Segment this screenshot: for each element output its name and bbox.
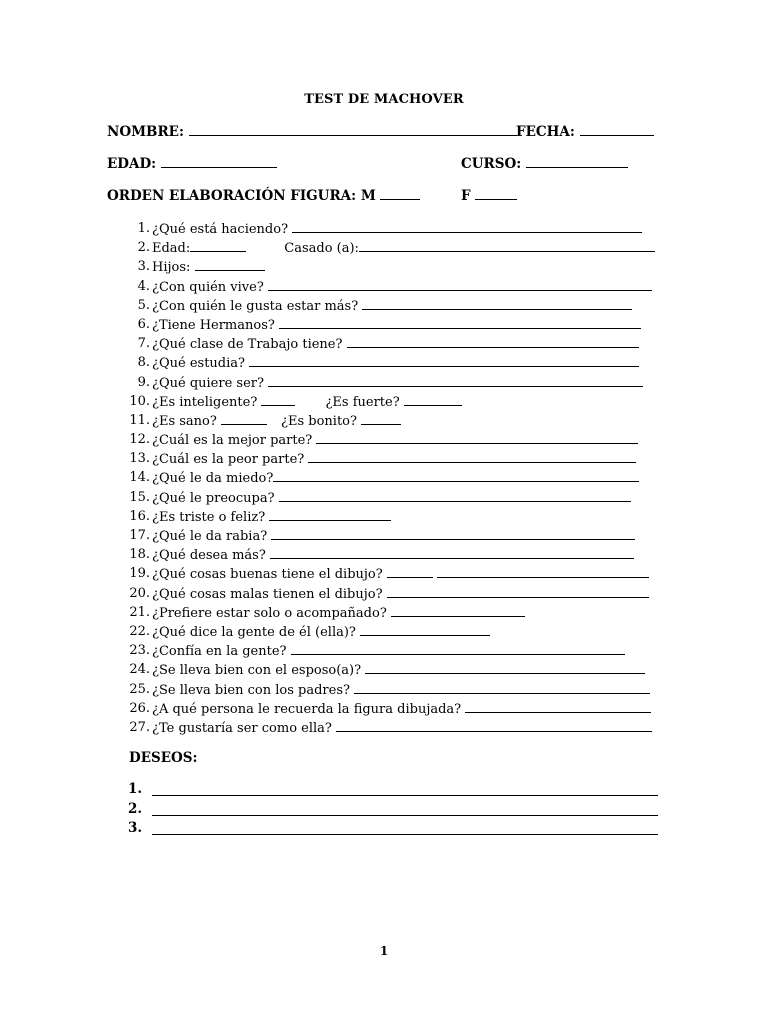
page-number: 1: [379, 944, 389, 958]
document-title: TEST DE MACHOVER: [304, 92, 464, 107]
question-20: [128, 584, 668, 603]
question-number: 26.: [129, 700, 150, 716]
answer-line[interactable]: [291, 641, 625, 655]
question-extra-text: Casado (a):: [284, 241, 359, 257]
question-text: ¿Cuál es la peor parte?: [152, 452, 305, 468]
question-number: 3.: [137, 259, 150, 275]
answer-line[interactable]: [273, 468, 639, 482]
curso-row: [461, 156, 628, 172]
question-number: 9.: [137, 374, 150, 390]
question-9: [128, 373, 668, 392]
answer-line[interactable]: [404, 392, 462, 406]
fecha-field[interactable]: [580, 124, 654, 136]
question-number: 25.: [129, 681, 150, 697]
question-text: ¿Es inteligente?: [152, 394, 258, 410]
question-text: ¿Confía en la gente?: [152, 644, 287, 660]
answer-line[interactable]: [268, 277, 652, 291]
curso-field[interactable]: [526, 156, 628, 168]
question-5: [128, 296, 668, 315]
question-24: [128, 660, 668, 679]
answer-line[interactable]: [316, 430, 638, 444]
answer-line[interactable]: [437, 564, 649, 578]
question-4: [128, 277, 668, 296]
question-7: [128, 334, 668, 353]
question-number: 27.: [129, 719, 150, 735]
question-text: ¿Qué quiere ser?: [152, 375, 264, 391]
fecha-label: FECHA:: [516, 124, 575, 140]
deseo-number: 3.: [128, 820, 143, 836]
question-text: Hijos:: [152, 260, 191, 276]
edad-label: EDAD:: [107, 156, 157, 172]
question-27: [128, 718, 668, 737]
question-6: [128, 315, 668, 334]
orden-label: ORDEN ELABORACIÓN FIGURA:: [107, 188, 357, 204]
answer-line[interactable]: [336, 718, 652, 732]
answer-line[interactable]: [387, 584, 649, 598]
question-18: [128, 545, 668, 564]
answer-line[interactable]: [365, 660, 645, 674]
question-text: ¿Qué cosas malas tienen el dibujo?: [152, 586, 383, 602]
deseos-heading: DESEOS:: [129, 750, 198, 766]
question-number: 10.: [129, 393, 150, 409]
question-text: ¿Tiene Hermanos?: [152, 317, 275, 333]
question-16: [128, 507, 668, 526]
question-text: ¿Te gustaría ser como ella?: [152, 720, 332, 736]
question-number: 5.: [137, 297, 150, 313]
question-text: Edad:: [152, 241, 191, 257]
answer-line[interactable]: [387, 564, 433, 578]
question-text: ¿Qué le da miedo?: [152, 471, 274, 487]
f-label: F: [461, 188, 471, 204]
question-text: ¿Qué clase de Trabajo tiene?: [152, 337, 343, 353]
question-number: 17.: [129, 528, 150, 543]
question-text: ¿Qué le preocupa?: [152, 490, 275, 506]
answer-line[interactable]: [359, 238, 655, 252]
question-15: [128, 488, 668, 507]
m-label: M: [360, 188, 376, 204]
answer-line[interactable]: [221, 411, 267, 425]
question-number: 23.: [129, 643, 150, 659]
question-text: ¿Se lleva bien con el esposo(a)?: [152, 663, 362, 679]
question-text: ¿Qué está haciendo?: [152, 222, 289, 237]
answer-line[interactable]: [269, 507, 391, 521]
answer-line[interactable]: [190, 238, 246, 252]
curso-label: CURSO:: [461, 156, 522, 172]
edad-field[interactable]: [161, 156, 277, 168]
question-number: 13.: [129, 451, 150, 467]
question-number: 20.: [129, 585, 150, 601]
answer-line[interactable]: [270, 545, 634, 559]
fecha-row: [516, 124, 654, 140]
answer-line[interactable]: [391, 603, 525, 617]
answer-line[interactable]: [271, 526, 635, 540]
question-19: [128, 564, 668, 583]
question-extra-text: ¿Es bonito?: [281, 413, 357, 429]
answer-line[interactable]: [279, 315, 641, 329]
nombre-label: NOMBRE:: [107, 124, 184, 140]
deseo-line-3: [128, 819, 658, 838]
question-text: ¿Es sano?: [152, 413, 217, 429]
question-14: [128, 468, 668, 487]
question-3: [128, 257, 668, 276]
question-text: ¿Con quién vive?: [152, 279, 264, 295]
question-number: 4.: [137, 278, 150, 294]
question-text: ¿Se lleva bien con los padres?: [152, 682, 350, 698]
deseo-number: 2.: [128, 801, 143, 817]
question-2: [128, 238, 668, 257]
question-text: ¿Con quién le gusta estar más?: [152, 298, 359, 314]
question-number: 2.: [137, 240, 150, 256]
answer-line[interactable]: [195, 257, 265, 271]
m-field[interactable]: [380, 188, 420, 200]
question-1: [128, 219, 668, 238]
answer-line[interactable]: [347, 334, 639, 348]
answer-line[interactable]: [268, 373, 643, 387]
answer-line[interactable]: [360, 622, 490, 636]
deseo-line-1: [128, 780, 658, 799]
question-number: 7.: [137, 336, 150, 352]
f-field[interactable]: [475, 188, 517, 200]
nombre-field[interactable]: [189, 124, 517, 136]
orden-row: [107, 188, 420, 204]
question-number: 12.: [129, 432, 150, 448]
question-text: ¿Es triste o feliz?: [152, 509, 266, 525]
deseo-answer-line[interactable]: [152, 823, 658, 835]
question-21: [128, 603, 668, 622]
answer-line[interactable]: [249, 353, 639, 367]
question-17: [128, 526, 668, 545]
question-text: ¿Prefiere estar solo o acompañado?: [152, 605, 387, 621]
question-25: [128, 680, 668, 699]
answer-line[interactable]: [361, 411, 401, 425]
question-11: [128, 411, 668, 430]
f-row: [461, 188, 517, 204]
question-text: ¿Qué le da rabia?: [152, 529, 268, 544]
question-number: 24.: [129, 662, 150, 678]
deseo-line-2: [128, 800, 658, 819]
question-number: 16.: [129, 508, 150, 524]
question-number: 21.: [129, 604, 150, 620]
answer-line[interactable]: [292, 219, 642, 233]
question-number: 11.: [129, 412, 150, 428]
question-12: [128, 430, 668, 449]
question-23: [128, 641, 668, 660]
deseo-answer-line[interactable]: [152, 804, 658, 816]
question-text: ¿Qué cosas buenas tiene el dibujo?: [152, 567, 383, 583]
question-number: 1.: [137, 221, 150, 236]
edad-row: [107, 156, 277, 172]
deseo-number: 1.: [128, 781, 143, 797]
question-number: 6.: [137, 316, 150, 332]
question-13: [128, 449, 668, 468]
deseo-answer-line[interactable]: [152, 784, 658, 796]
answer-line[interactable]: [465, 699, 651, 713]
question-number: 19.: [129, 566, 150, 582]
question-list: [128, 219, 668, 737]
answer-line[interactable]: [354, 680, 650, 694]
answer-line[interactable]: [261, 392, 295, 406]
question-number: 18.: [129, 547, 150, 563]
question-extra-text: ¿Es fuerte?: [325, 394, 400, 410]
question-8: [128, 353, 668, 372]
answer-line[interactable]: [279, 488, 631, 502]
question-text: ¿Qué dice la gente de él (ella)?: [152, 624, 356, 640]
question-number: 8.: [137, 355, 150, 371]
nombre-row: [107, 124, 517, 140]
question-text: ¿Cuál es la mejor parte?: [152, 433, 313, 449]
question-10: [128, 392, 668, 411]
question-text: ¿Qué estudia?: [152, 356, 245, 372]
question-text: ¿Qué desea más?: [152, 548, 266, 564]
question-number: 22.: [129, 623, 150, 639]
answer-line[interactable]: [362, 296, 632, 310]
question-number: 14.: [129, 470, 150, 486]
question-number: 15.: [129, 489, 150, 505]
question-22: [128, 622, 668, 641]
question-26: [128, 699, 668, 718]
answer-line[interactable]: [308, 449, 636, 463]
question-text: ¿A qué persona le recuerda la figura dibujada?: [152, 701, 462, 717]
